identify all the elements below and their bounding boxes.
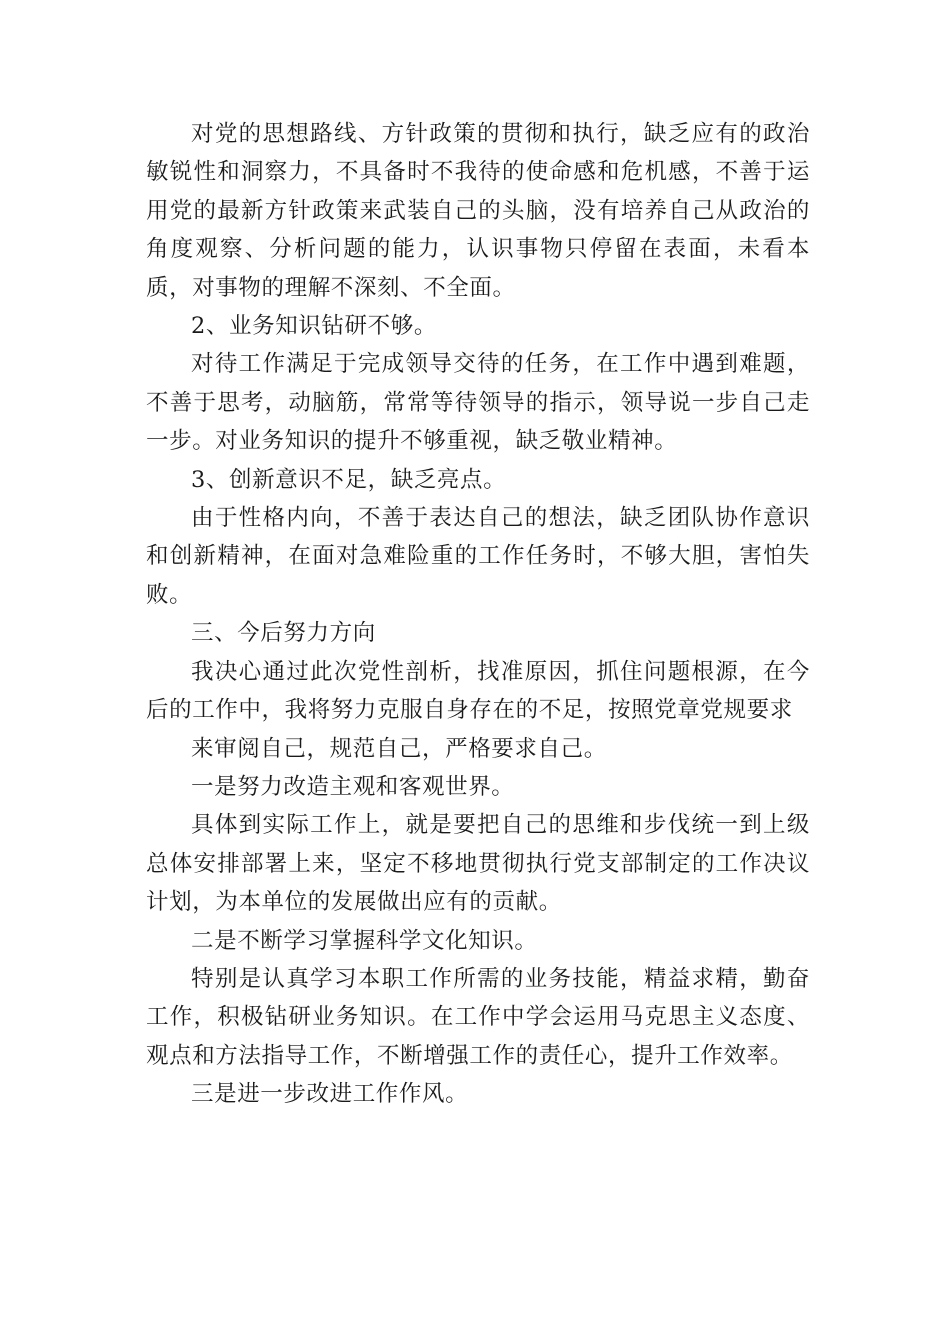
paragraph-point-two: 特别是认真学习本职工作所需的业务技能，精益求精，勤奋工作，积极钻研业务知识。在工作中学会运用马克思主义态度、观点和方法指导工作，不断增强工作的责任心，提升工作效率。 <box>146 965 810 1069</box>
heading-business-knowledge: 2、业务知识钻研不够。 <box>191 313 437 340</box>
paragraph-point-one: 具体到实际工作上，就是要把自己的思维和步伐统一到上级总体安排部署上来，坚定不移地贯彻执行党支部制定的工作决议计划，为本单位的发展做出应有的贡献。 <box>146 812 810 916</box>
paragraph-innovation: 由于性格内向，不善于表达自己的想法，缺乏团队协作意识和创新精神，在面对急难险重的工作任务时，不够大胆，害怕失败。 <box>146 505 810 608</box>
section-heading-future-direction: 三、今后努力方向 <box>191 620 376 647</box>
heading-point-one: 一是努力改造主观和客观世界。 <box>191 773 515 800</box>
paragraph-political-awareness: 对党的思想路线、方针政策的贯彻和执行，缺乏应有的政治敏锐性和洞察力，不具备时不我待的使命感和危机感，不善于运用党的最新方针政策来武装自己的头脑，没有培养自己从政治的角度观察、分析问题的能力，认识事物只停留在表面，未看本质，对事物的理解不深刻、不全面。 <box>146 121 810 301</box>
heading-point-two: 二是不断学习掌握科学文化知识。 <box>191 927 538 954</box>
document-body <box>146 115 810 1114</box>
heading-point-three: 三是进一步改进工作作风。 <box>191 1081 469 1108</box>
paragraph-self-review: 来审阅自己，规范自己，严格要求自己。 <box>191 735 607 762</box>
paragraph-determination: 我决心通过此次党性剖析，找准原因，抓住问题根源，在今后的工作中，我将努力克服自身存在的不足，按照党章党规要求 <box>146 658 810 724</box>
heading-innovation: 3、创新意识不足，缺乏亮点。 <box>191 466 507 493</box>
paragraph-business-knowledge: 对待工作满足于完成领导交待的任务，在工作中遇到难题，不善于思考，动脑筋，常常等待领导的指示，领导说一步自己走一步。对业务知识的提升不够重视，缺乏敬业精神。 <box>146 351 810 455</box>
